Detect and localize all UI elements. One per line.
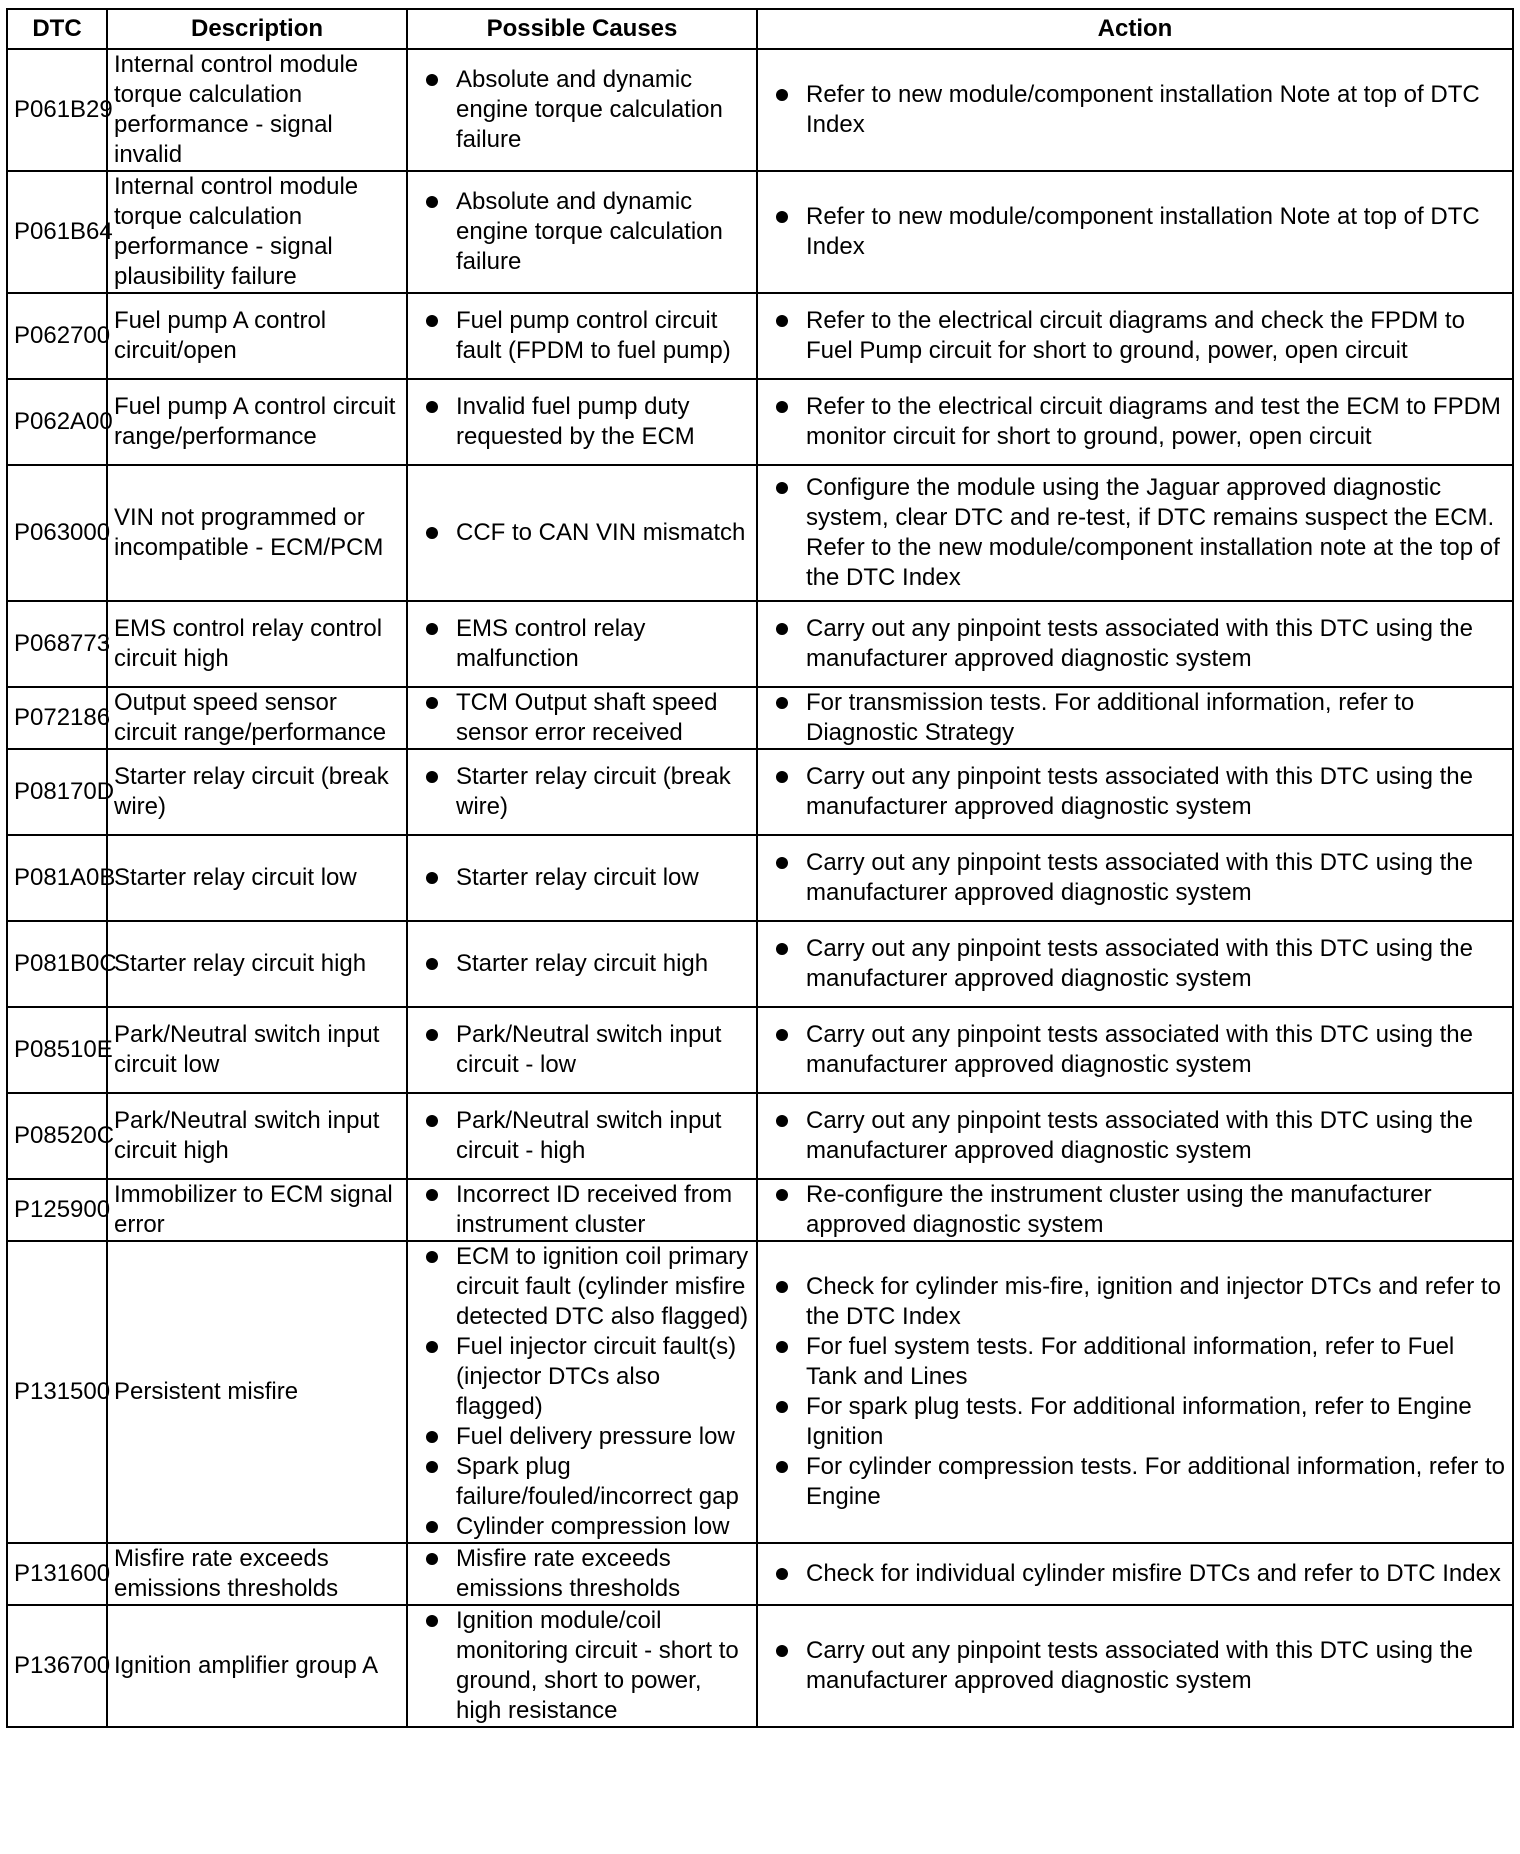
cause-item: Ignition module/coil monitoring circuit - short to ground, short to power, high resistance bbox=[414, 1606, 750, 1726]
description-cell: Internal control module torque calculation performance - signal plausibility failure bbox=[107, 171, 407, 293]
action-cell bbox=[757, 1605, 1513, 1727]
possible-causes-cell bbox=[407, 379, 757, 465]
table-row bbox=[7, 749, 1513, 835]
possible-causes-cell bbox=[407, 49, 757, 171]
dtc-code-cell: P063000 bbox=[7, 465, 107, 601]
actions-list bbox=[764, 1272, 1506, 1512]
cause-item: CCF to CAN VIN mismatch bbox=[414, 518, 750, 548]
causes-list bbox=[414, 392, 750, 452]
dtc-code-cell: P136700 bbox=[7, 1605, 107, 1727]
action-item: For cylinder compression tests. For additional information, refer to Engine bbox=[764, 1452, 1506, 1512]
action-item: For transmission tests. For additional information, refer to Diagnostic Strategy bbox=[764, 688, 1506, 748]
dtc-code-cell: P125900 bbox=[7, 1179, 107, 1241]
causes-list bbox=[414, 1106, 750, 1166]
possible-causes-cell bbox=[407, 171, 757, 293]
dtc-code-cell: P061B64 bbox=[7, 171, 107, 293]
possible-causes-cell bbox=[407, 1605, 757, 1727]
dtc-code-cell: P062700 bbox=[7, 293, 107, 379]
possible-causes-cell bbox=[407, 1241, 757, 1543]
possible-causes-cell bbox=[407, 749, 757, 835]
description-cell: EMS control relay control circuit high bbox=[107, 601, 407, 687]
cause-item: Spark plug failure/fouled/incorrect gap bbox=[414, 1452, 750, 1512]
dtc-code-cell: P08510E bbox=[7, 1007, 107, 1093]
causes-list bbox=[414, 1020, 750, 1080]
header-action: Action bbox=[757, 9, 1513, 49]
possible-causes-cell bbox=[407, 1093, 757, 1179]
causes-list bbox=[414, 1544, 750, 1604]
possible-causes-cell bbox=[407, 1007, 757, 1093]
action-item: Carry out any pinpoint tests associated with this DTC using the manufacturer approved diagnostic system bbox=[764, 934, 1506, 994]
possible-causes-cell bbox=[407, 1543, 757, 1605]
causes-list bbox=[414, 614, 750, 674]
action-item: Check for cylinder mis-fire, ignition and injector DTCs and refer to the DTC Index bbox=[764, 1272, 1506, 1332]
cause-item: Fuel delivery pressure low bbox=[414, 1422, 750, 1452]
action-item: Refer to new module/component installation Note at top of DTC Index bbox=[764, 80, 1506, 140]
causes-list bbox=[414, 1242, 750, 1542]
cause-item: ECM to ignition coil primary circuit fault (cylinder misfire detected DTC also flagged) bbox=[414, 1242, 750, 1332]
cause-item: TCM Output shaft speed sensor error received bbox=[414, 688, 750, 748]
cause-item: Cylinder compression low bbox=[414, 1512, 750, 1542]
cause-item: Invalid fuel pump duty requested by the ECM bbox=[414, 392, 750, 452]
cause-item: Incorrect ID received from instrument cluster bbox=[414, 1180, 750, 1240]
actions-list bbox=[764, 1559, 1506, 1589]
actions-list bbox=[764, 1636, 1506, 1696]
dtc-code-cell: P068773 bbox=[7, 601, 107, 687]
actions-list bbox=[764, 202, 1506, 262]
table-row bbox=[7, 171, 1513, 293]
description-cell: Persistent misfire bbox=[107, 1241, 407, 1543]
actions-list bbox=[764, 473, 1506, 593]
table-row bbox=[7, 293, 1513, 379]
actions-list bbox=[764, 306, 1506, 366]
cause-item: Starter relay circuit high bbox=[414, 949, 750, 979]
action-item: Refer to the electrical circuit diagrams and test the ECM to FPDM monitor circuit for short to ground, power, open circuit bbox=[764, 392, 1506, 452]
table-row bbox=[7, 379, 1513, 465]
dtc-code-cell: P062A00 bbox=[7, 379, 107, 465]
description-cell: Output speed sensor circuit range/performance bbox=[107, 687, 407, 749]
causes-list bbox=[414, 688, 750, 748]
header-dtc: DTC bbox=[7, 9, 107, 49]
actions-list bbox=[764, 1106, 1506, 1166]
description-cell: Fuel pump A control circuit range/performance bbox=[107, 379, 407, 465]
table-row bbox=[7, 49, 1513, 171]
table-row bbox=[7, 601, 1513, 687]
possible-causes-cell bbox=[407, 601, 757, 687]
causes-list bbox=[414, 65, 750, 155]
actions-list bbox=[764, 614, 1506, 674]
causes-list bbox=[414, 187, 750, 277]
action-cell bbox=[757, 171, 1513, 293]
description-cell: Misfire rate exceeds emissions thresholds bbox=[107, 1543, 407, 1605]
possible-causes-cell bbox=[407, 293, 757, 379]
causes-list bbox=[414, 863, 750, 893]
action-cell bbox=[757, 1179, 1513, 1241]
causes-list bbox=[414, 1606, 750, 1726]
actions-list bbox=[764, 1020, 1506, 1080]
causes-list bbox=[414, 949, 750, 979]
dtc-code-cell: P081A0B bbox=[7, 835, 107, 921]
table-row bbox=[7, 1543, 1513, 1605]
action-item: Configure the module using the Jaguar approved diagnostic system, clear DTC and re-test, if DTC remains suspect the ECM. Refer to the new module/component installation note at the top of the DTC Index bbox=[764, 473, 1506, 593]
causes-list bbox=[414, 518, 750, 548]
description-cell: Ignition amplifier group A bbox=[107, 1605, 407, 1727]
description-cell: Starter relay circuit low bbox=[107, 835, 407, 921]
dtc-code-cell: P131600 bbox=[7, 1543, 107, 1605]
possible-causes-cell bbox=[407, 687, 757, 749]
actions-list bbox=[764, 392, 1506, 452]
action-item: Carry out any pinpoint tests associated with this DTC using the manufacturer approved diagnostic system bbox=[764, 1020, 1506, 1080]
action-cell bbox=[757, 379, 1513, 465]
action-cell bbox=[757, 293, 1513, 379]
possible-causes-cell bbox=[407, 465, 757, 601]
action-cell bbox=[757, 921, 1513, 1007]
action-item: Carry out any pinpoint tests associated with this DTC using the manufacturer approved diagnostic system bbox=[764, 1636, 1506, 1696]
table-row bbox=[7, 1179, 1513, 1241]
action-cell bbox=[757, 601, 1513, 687]
cause-item: Park/Neutral switch input circuit - low bbox=[414, 1020, 750, 1080]
description-cell: Fuel pump A control circuit/open bbox=[107, 293, 407, 379]
header-possible-causes: Possible Causes bbox=[407, 9, 757, 49]
causes-list bbox=[414, 306, 750, 366]
actions-list bbox=[764, 762, 1506, 822]
cause-item: Absolute and dynamic engine torque calculation failure bbox=[414, 65, 750, 155]
table-row bbox=[7, 835, 1513, 921]
cause-item: Absolute and dynamic engine torque calculation failure bbox=[414, 187, 750, 277]
cause-item: EMS control relay malfunction bbox=[414, 614, 750, 674]
action-cell bbox=[757, 1543, 1513, 1605]
dtc-code-cell: P131500 bbox=[7, 1241, 107, 1543]
action-item: Carry out any pinpoint tests associated with this DTC using the manufacturer approved diagnostic system bbox=[764, 762, 1506, 822]
possible-causes-cell bbox=[407, 1179, 757, 1241]
dtc-code-cell: P061B29 bbox=[7, 49, 107, 171]
dtc-code-cell: P08520C bbox=[7, 1093, 107, 1179]
table-row bbox=[7, 1007, 1513, 1093]
action-item: Carry out any pinpoint tests associated with this DTC using the manufacturer approved diagnostic system bbox=[764, 614, 1506, 674]
actions-list bbox=[764, 1180, 1506, 1240]
table-row bbox=[7, 687, 1513, 749]
dtc-code-cell: P072186 bbox=[7, 687, 107, 749]
actions-list bbox=[764, 934, 1506, 994]
description-cell: Starter relay circuit high bbox=[107, 921, 407, 1007]
action-cell bbox=[757, 687, 1513, 749]
description-cell: Internal control module torque calculation performance - signal invalid bbox=[107, 49, 407, 171]
header-description: Description bbox=[107, 9, 407, 49]
table-row bbox=[7, 1093, 1513, 1179]
possible-causes-cell bbox=[407, 921, 757, 1007]
action-cell bbox=[757, 465, 1513, 601]
dtc-code-cell: P08170D bbox=[7, 749, 107, 835]
possible-causes-cell bbox=[407, 835, 757, 921]
action-cell bbox=[757, 49, 1513, 171]
action-cell bbox=[757, 1241, 1513, 1543]
description-cell: Immobilizer to ECM signal error bbox=[107, 1179, 407, 1241]
cause-item: Fuel pump control circuit fault (FPDM to fuel pump) bbox=[414, 306, 750, 366]
action-item: For spark plug tests. For additional information, refer to Engine Ignition bbox=[764, 1392, 1506, 1452]
description-cell: Park/Neutral switch input circuit low bbox=[107, 1007, 407, 1093]
action-item: For fuel system tests. For additional information, refer to Fuel Tank and Lines bbox=[764, 1332, 1506, 1392]
action-item: Carry out any pinpoint tests associated with this DTC using the manufacturer approved diagnostic system bbox=[764, 848, 1506, 908]
action-item: Re-configure the instrument cluster using the manufacturer approved diagnostic system bbox=[764, 1180, 1506, 1240]
action-item: Check for individual cylinder misfire DTCs and refer to DTC Index bbox=[764, 1559, 1506, 1589]
action-item: Carry out any pinpoint tests associated with this DTC using the manufacturer approved diagnostic system bbox=[764, 1106, 1506, 1166]
table-row bbox=[7, 1605, 1513, 1727]
action-cell bbox=[757, 749, 1513, 835]
actions-list bbox=[764, 848, 1506, 908]
action-cell bbox=[757, 835, 1513, 921]
description-cell: Park/Neutral switch input circuit high bbox=[107, 1093, 407, 1179]
cause-item: Misfire rate exceeds emissions thresholds bbox=[414, 1544, 750, 1604]
description-cell: Starter relay circuit (break wire) bbox=[107, 749, 407, 835]
dtc-code-cell: P081B0C bbox=[7, 921, 107, 1007]
actions-list bbox=[764, 688, 1506, 748]
table-row bbox=[7, 921, 1513, 1007]
table-row bbox=[7, 1241, 1513, 1543]
dtc-table bbox=[6, 8, 1514, 1728]
causes-list bbox=[414, 762, 750, 822]
action-cell bbox=[757, 1093, 1513, 1179]
action-item: Refer to the electrical circuit diagrams and check the FPDM to Fuel Pump circuit for short to ground, power, open circuit bbox=[764, 306, 1506, 366]
table-body bbox=[7, 49, 1513, 1727]
causes-list bbox=[414, 1180, 750, 1240]
cause-item: Park/Neutral switch input circuit - high bbox=[414, 1106, 750, 1166]
actions-list bbox=[764, 80, 1506, 140]
description-cell: VIN not programmed or incompatible - ECM/PCM bbox=[107, 465, 407, 601]
action-cell bbox=[757, 1007, 1513, 1093]
table-header-row bbox=[7, 9, 1513, 49]
action-item: Refer to new module/component installation Note at top of DTC Index bbox=[764, 202, 1506, 262]
table-row bbox=[7, 465, 1513, 601]
cause-item: Starter relay circuit low bbox=[414, 863, 750, 893]
cause-item: Starter relay circuit (break wire) bbox=[414, 762, 750, 822]
cause-item: Fuel injector circuit fault(s) (injector DTCs also flagged) bbox=[414, 1332, 750, 1422]
